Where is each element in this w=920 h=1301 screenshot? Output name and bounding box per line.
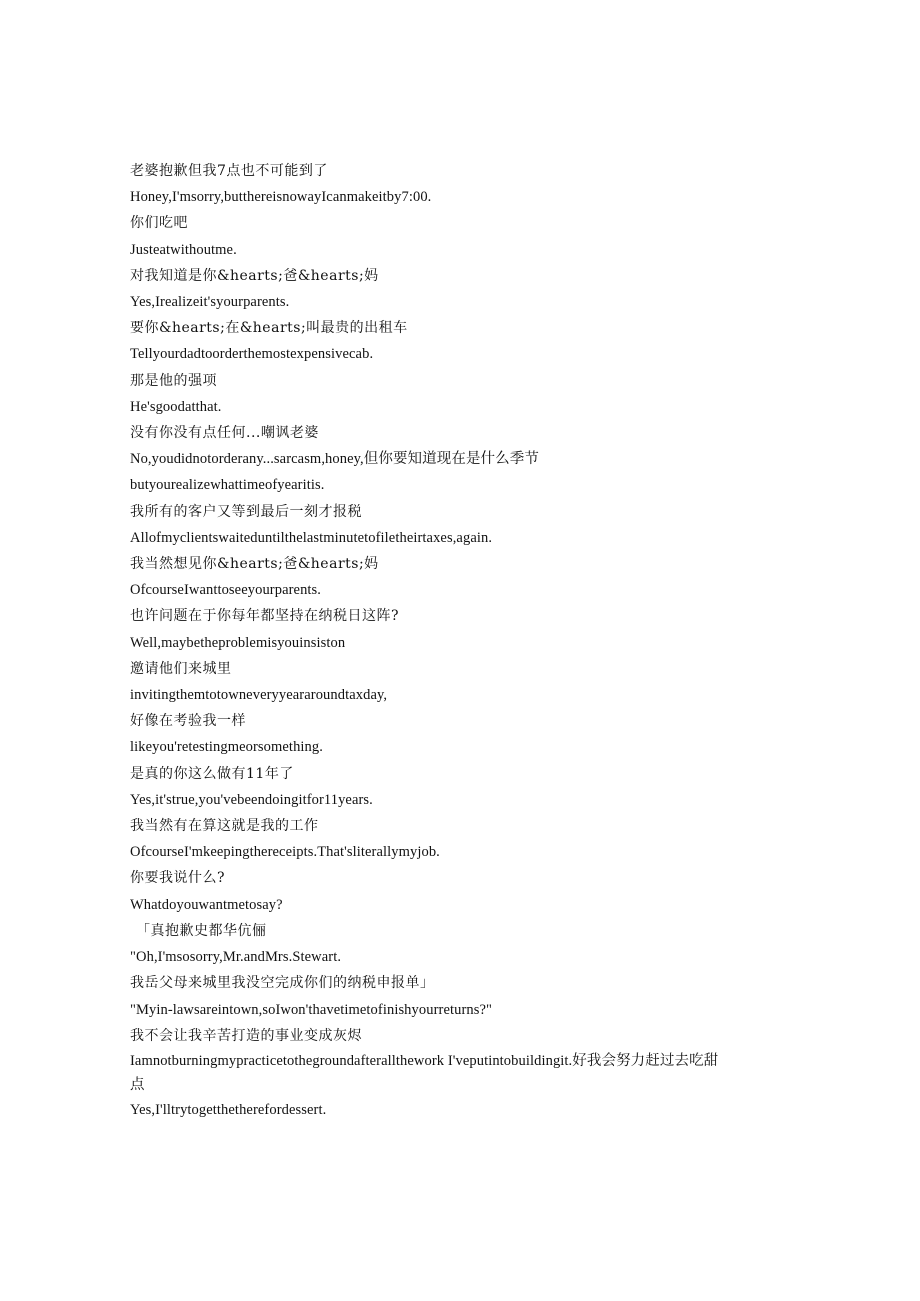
- transcript-line-en: likeyou'retestingmeorsomething.: [130, 739, 323, 756]
- transcript-line-zh: 你要我说什么?: [130, 870, 226, 887]
- transcript-line-zh: 邀请他们来城里: [130, 660, 232, 677]
- transcript-line-en: Well,maybetheproblemisyouinsiston: [130, 634, 346, 651]
- transcript-line-zh: 也许问题在于你每年都坚持在纳税日这阵?: [130, 608, 400, 625]
- transcript-line-en: OfcourseIwanttoseeyourparents.: [130, 582, 322, 599]
- transcript-line-en: Justeatwithoutme.: [130, 241, 237, 258]
- transcript-line-zh: 没有你没有点任何...嘲讽老婆: [130, 425, 319, 442]
- transcript-line-en: Yes,I'lltrytogetthetherefordessert.: [130, 1101, 327, 1118]
- transcript-line-zh: 我所有的客户又等到最后一刻才报税: [130, 503, 362, 520]
- transcript-line-zh: 要你&hearts;在&hearts;叫最贵的出租车: [130, 320, 408, 337]
- transcript-line-en: Yes,Irealizeit'syourparents.: [130, 294, 290, 311]
- transcript-line-en: Tellyourdadtoorderthemostexpensivecab.: [130, 346, 374, 363]
- transcript-line-zh: 「真抱歉史都华伉俪: [136, 922, 267, 939]
- transcript-line-en: Allofmyclientswaiteduntilthelastminutetofiletheirtaxes,again.: [130, 529, 493, 546]
- transcript-line-zh: 我不会让我辛苦打造的事业变成灰烬: [130, 1027, 362, 1044]
- transcript-line-zh: 我岳父母来城里我没空完成你们的纳税申报单」: [130, 975, 435, 992]
- transcript-line-zh: 那是他的强项: [130, 372, 217, 389]
- transcript-line-zh: 我当然想见你&hearts;爸&hearts;妈: [130, 556, 379, 573]
- transcript-line-en: "Oh,I'msosorry,Mr.andMrs.Stewart.: [130, 949, 342, 966]
- transcript-line-en: Whatdoyouwantmetosay?: [130, 896, 283, 913]
- transcript-line-zh: 对我知道是你&hearts;爸&hearts;妈: [130, 267, 379, 284]
- transcript-line-mixed: No,youdidnotorderany...sarcasm,honey,但你要知道现在是什么季节: [130, 451, 539, 468]
- transcript-line-zh: 你们吃吧: [130, 215, 188, 232]
- transcript-line-zh: 我当然有在算这就是我的工作: [130, 818, 319, 835]
- transcript-line-en: butyourealizewhattimeofyearitis.: [130, 477, 325, 494]
- transcript-line-en: OfcourseI'mkeepingthereceipts.That'sliterallymyjob.: [130, 844, 440, 861]
- transcript-line-en: "Myin-lawsareintown,soIwon'thavetimetofinishyourreturns?": [130, 1001, 493, 1018]
- transcript-line-en: Yes,it'strue,you'vebeendoingitfor11years.: [130, 791, 373, 808]
- subtitle-transcript: [130, 158, 730, 1123]
- transcript-line-en: He'sgoodatthat.: [130, 398, 222, 415]
- transcript-line-en: Honey,I'msorry,butthereisnowayIcanmakeitby7:00.: [130, 189, 432, 206]
- transcript-line-en: invitingthemtotowneveryyeararoundtaxday,: [130, 687, 388, 704]
- transcript-line-zh: 好像在考验我一样: [130, 713, 246, 730]
- transcript-line-mixed: Iamnotburningmypracticetothegroundafterallthework I'veputintobuildingit.好我会努力赶过去吃甜点: [130, 1052, 719, 1093]
- transcript-line-zh: 是真的你这么做有11年了: [130, 765, 294, 782]
- transcript-line-zh: 老婆抱歉但我7点也不可能到了: [130, 163, 328, 179]
